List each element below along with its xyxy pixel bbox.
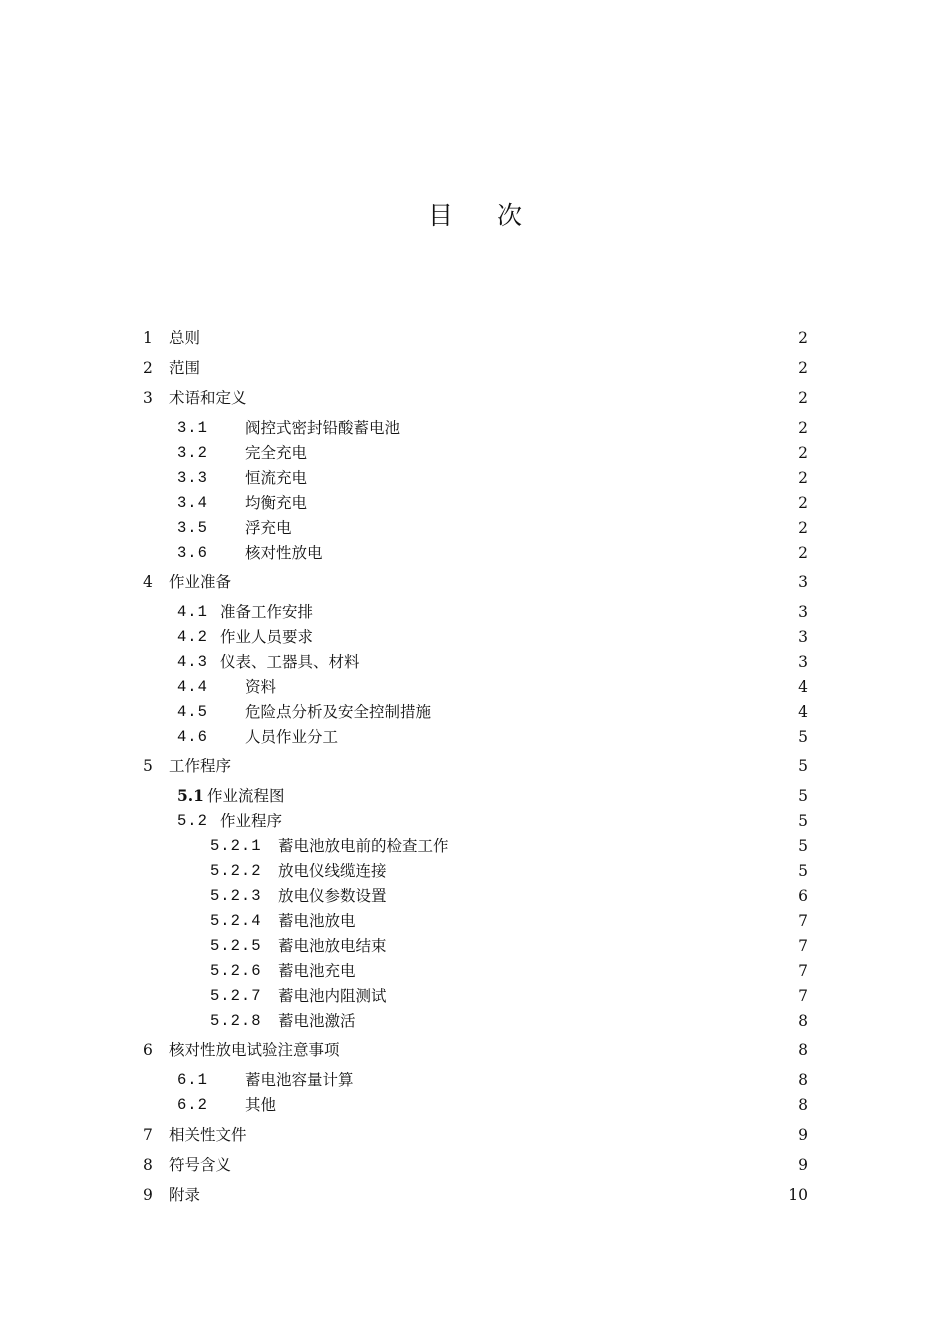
toc-entry-number: 5.2.5	[210, 937, 262, 955]
toc-entry-page: 8	[798, 1071, 808, 1089]
toc-entry-page: 3	[798, 573, 808, 591]
toc-entry[interactable]	[0, 1010, 950, 1032]
toc-entry-number: 5.2	[177, 812, 208, 830]
toc-entry-page: 5	[798, 728, 808, 746]
toc-entry[interactable]	[0, 1069, 950, 1091]
toc-entry-page: 7	[798, 962, 808, 980]
toc-entry-number: 6.2	[177, 1096, 208, 1114]
toc-entry-number: 5.2.1	[210, 837, 262, 855]
toc-entry[interactable]	[0, 357, 950, 379]
toc-entry-page: 2	[798, 419, 808, 437]
toc-entry[interactable]	[0, 651, 950, 673]
toc-entry-title: 蓄电池激活	[278, 1012, 356, 1030]
toc-entry-number: 3.4	[177, 494, 208, 512]
toc-entry-title: 蓄电池内阻测试	[278, 987, 387, 1005]
toc-entry-page: 2	[798, 444, 808, 462]
toc-entry-title: 蓄电池充电	[278, 962, 356, 980]
toc-entry-title: 放电仪参数设置	[278, 887, 387, 905]
toc-entry-title: 符号含义	[169, 1156, 232, 1174]
toc-entry-number: 8	[143, 1156, 153, 1174]
toc-entry[interactable]	[0, 571, 950, 593]
toc-entry-number: 3	[143, 389, 153, 407]
toc-entry[interactable]	[0, 835, 950, 857]
toc-entry-number: 6	[143, 1041, 153, 1059]
toc-entry-page: 3	[798, 628, 808, 646]
toc-entry-title: 作业流程图	[207, 787, 285, 805]
toc-entry-title: 均衡充电	[245, 494, 308, 512]
toc-entry-title: 其他	[245, 1096, 277, 1114]
toc-entry-title: 人员作业分工	[245, 728, 339, 746]
toc-entry[interactable]	[0, 542, 950, 564]
toc-entry[interactable]	[0, 601, 950, 623]
toc-entry-number: 3.2	[177, 444, 208, 462]
toc-entry[interactable]	[0, 885, 950, 907]
toc-entry-page: 10	[788, 1186, 808, 1204]
toc-entry[interactable]	[0, 726, 950, 748]
toc-entry-number: 5.1	[177, 786, 204, 805]
toc-entry[interactable]	[0, 387, 950, 409]
toc-entry[interactable]	[0, 442, 950, 464]
toc-entry-page: 5	[798, 862, 808, 880]
toc-entry-title: 蓄电池放电	[278, 912, 356, 930]
toc-entry-page: 2	[798, 519, 808, 537]
toc-entry-page: 7	[798, 937, 808, 955]
toc-entry[interactable]	[0, 517, 950, 539]
toc-entry-number: 5.2.4	[210, 912, 262, 930]
toc-entry-number: 3.5	[177, 519, 208, 537]
toc-entry[interactable]	[0, 1154, 950, 1176]
toc-entry[interactable]	[0, 785, 950, 807]
toc-entry-page: 5	[798, 757, 808, 775]
toc-entry-number: 5.2.8	[210, 1012, 262, 1030]
toc-entry[interactable]	[0, 985, 950, 1007]
toc-entry[interactable]	[0, 810, 950, 832]
toc-entry[interactable]	[0, 910, 950, 932]
toc-entry-title: 完全充电	[245, 444, 308, 462]
toc-entry-title: 术语和定义	[169, 389, 247, 407]
toc-entry-title: 蓄电池放电结束	[278, 937, 387, 955]
toc-entry-page: 7	[798, 987, 808, 1005]
toc-entry-number: 5.2.2	[210, 862, 262, 880]
toc-entry-title: 恒流充电	[245, 469, 308, 487]
toc-entry-title: 放电仪线缆连接	[278, 862, 387, 880]
toc-entry-title: 准备工作安排	[220, 603, 314, 621]
toc-entry-number: 4.2	[177, 628, 208, 646]
toc-entry-title: 核对性放电试验注意事项	[169, 1041, 340, 1059]
toc-entry[interactable]	[0, 960, 950, 982]
toc-entry-title: 核对性放电	[245, 544, 323, 562]
toc-entry[interactable]	[0, 935, 950, 957]
title-part-2: 次	[497, 201, 523, 230]
toc-entry-page: 5	[798, 787, 808, 805]
toc-entry[interactable]	[0, 755, 950, 777]
toc-entry-page: 2	[798, 359, 808, 377]
toc-entry-number: 5	[143, 757, 153, 775]
toc-entry-page: 8	[798, 1096, 808, 1114]
toc-entry-number: 3.6	[177, 544, 208, 562]
toc-entry[interactable]	[0, 701, 950, 723]
toc-entry-title: 附录	[169, 1186, 201, 1204]
toc-entry-number: 1	[143, 329, 153, 347]
toc-entry[interactable]	[0, 676, 950, 698]
toc-entry-number: 5.2.6	[210, 962, 262, 980]
toc-entry-page: 3	[798, 603, 808, 621]
toc-entry-title: 作业程序	[220, 812, 283, 830]
toc-entry-page: 3	[798, 653, 808, 671]
toc-entry-number: 7	[143, 1126, 153, 1144]
toc-entry-title: 仪表、工器具、材料	[220, 653, 360, 671]
toc-entry-title: 蓄电池放电前的检查工作	[278, 837, 449, 855]
toc-entry-number: 4.3	[177, 653, 208, 671]
toc-entry[interactable]	[0, 492, 950, 514]
toc-entry-page: 2	[798, 469, 808, 487]
toc-entry[interactable]	[0, 626, 950, 648]
toc-entry-page: 7	[798, 912, 808, 930]
toc-entry-page: 8	[798, 1012, 808, 1030]
toc-entry-number: 4.1	[177, 603, 208, 621]
toc-entry[interactable]	[0, 1039, 950, 1061]
toc-entry-title: 总则	[169, 329, 201, 347]
toc-entry-title: 相关性文件	[169, 1126, 247, 1144]
toc-entry-number: 4	[143, 573, 153, 591]
page-title	[0, 196, 950, 232]
toc-entry-title: 作业准备	[169, 573, 232, 591]
toc-entry-number: 6.1	[177, 1071, 208, 1089]
toc-entry-number: 9	[143, 1186, 153, 1204]
toc-entry-page: 2	[798, 329, 808, 347]
toc-entry-number: 2	[143, 359, 153, 377]
toc-entry[interactable]	[0, 1124, 950, 1146]
toc-entry-page: 8	[798, 1041, 808, 1059]
toc-entry[interactable]	[0, 1184, 950, 1206]
toc-entry-number: 4.4	[177, 678, 208, 696]
toc-entry-title: 危险点分析及安全控制措施	[245, 703, 432, 721]
toc-entry[interactable]	[0, 860, 950, 882]
toc-entry-page: 5	[798, 837, 808, 855]
toc-entry-title: 蓄电池容量计算	[245, 1071, 354, 1089]
toc-entry-title: 浮充电	[245, 519, 292, 537]
toc-entry-page: 2	[798, 544, 808, 562]
toc-entry-number: 3.3	[177, 469, 208, 487]
toc-entry-number: 3.1	[177, 419, 208, 437]
toc-entry-title: 工作程序	[169, 757, 232, 775]
toc-entry-page: 4	[798, 703, 808, 721]
toc-entry-title: 范围	[169, 359, 201, 377]
toc-entry-number: 5.2.3	[210, 887, 262, 905]
toc-entry-page: 9	[798, 1126, 808, 1144]
title-part-1: 目	[427, 201, 453, 230]
toc-entry[interactable]	[0, 327, 950, 349]
toc-entry-page: 2	[798, 389, 808, 407]
toc-entry-title: 阀控式密封铅酸蓄电池	[245, 419, 401, 437]
toc-entry-page: 4	[798, 678, 808, 696]
toc-entry[interactable]	[0, 1094, 950, 1116]
toc-entry-title: 作业人员要求	[220, 628, 314, 646]
toc-entry-page: 2	[798, 494, 808, 512]
toc-entry[interactable]	[0, 417, 950, 439]
toc-entry-page: 5	[798, 812, 808, 830]
toc-entry-number: 5.2.7	[210, 987, 262, 1005]
toc-entry[interactable]	[0, 467, 950, 489]
toc-entry-number: 4.5	[177, 703, 208, 721]
toc-entry-page: 6	[798, 887, 808, 905]
toc-entry-title: 资料	[245, 678, 277, 696]
toc-entry-number: 4.6	[177, 728, 208, 746]
toc-entry-page: 9	[798, 1156, 808, 1174]
